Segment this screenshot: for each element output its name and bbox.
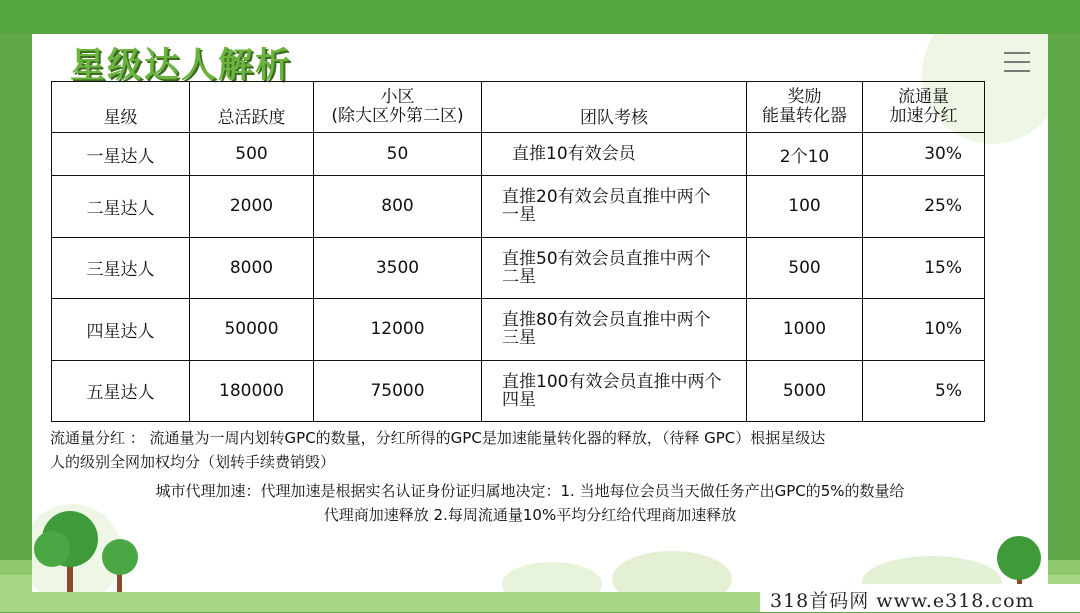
row-rate: 25% bbox=[863, 176, 985, 237]
page-title: 星级达人解析 bbox=[70, 46, 293, 86]
tree-icon bbox=[987, 522, 1048, 592]
header-area-label: 小区 bbox=[380, 87, 415, 107]
row-area: 12000 bbox=[314, 299, 482, 360]
city-agent-note-line2: 代理商加速释放 2.每周流通量10%平均分红给代理商加速释放 bbox=[323, 506, 737, 524]
menu-icon[interactable] bbox=[1004, 52, 1030, 74]
row-team-line1: 直推50有效会员直推中两个 bbox=[502, 248, 711, 269]
row-team bbox=[482, 360, 747, 421]
table-row bbox=[52, 176, 985, 237]
dividend-note-line2: 人的级别全网加权均分（划转手续费销毁） bbox=[50, 453, 336, 471]
table-row bbox=[52, 237, 985, 298]
row-team-line2: 三星 bbox=[502, 328, 536, 349]
header-rate-sub: 加速分红 bbox=[889, 106, 958, 126]
row-team bbox=[482, 133, 747, 176]
row-activity: 50000 bbox=[190, 299, 314, 360]
slide bbox=[32, 34, 1048, 592]
row-activity: 500 bbox=[190, 133, 314, 176]
row-team-line2: 一星 bbox=[502, 205, 536, 226]
row-star: 四星达人 bbox=[52, 299, 190, 360]
row-area: 50 bbox=[314, 133, 482, 176]
row-activity: 2000 bbox=[190, 176, 314, 237]
city-agent-note bbox=[80, 479, 980, 527]
table-header-row bbox=[52, 82, 985, 133]
menu-icon-bar bbox=[1004, 52, 1030, 54]
tree-crown bbox=[997, 536, 1041, 580]
row-reward: 100 bbox=[747, 176, 863, 237]
row-star: 五星达人 bbox=[52, 360, 190, 421]
row-reward: 1000 bbox=[747, 299, 863, 360]
table-row bbox=[52, 133, 985, 176]
row-reward: 2个10 bbox=[747, 133, 863, 176]
tree-crown bbox=[102, 539, 138, 575]
star-rank-table bbox=[51, 81, 985, 422]
row-team bbox=[482, 237, 747, 298]
row-rate: 10% bbox=[863, 299, 985, 360]
row-activity: 180000 bbox=[190, 360, 314, 421]
header-reward-sub: 能量转化器 bbox=[762, 106, 847, 126]
header-star-label: 星级 bbox=[103, 108, 138, 128]
top-frame bbox=[0, 0, 1080, 34]
header-reward-label: 奖励 bbox=[787, 87, 822, 107]
tree-icon bbox=[32, 489, 152, 592]
header-team-label: 团队考核 bbox=[580, 108, 648, 128]
dividend-note-line1: 流通量分红 ： 流通量为一周内划转GPC的数量，分红所得的GPC是加速能量转化器的释放，（待释 GPC）根据星级达 bbox=[50, 429, 826, 447]
header-reward bbox=[747, 82, 863, 133]
menu-icon-bar bbox=[1004, 70, 1030, 72]
row-area: 75000 bbox=[314, 360, 482, 421]
row-team-line1: 直推100有效会员直推中两个 bbox=[502, 371, 722, 392]
table-row bbox=[52, 360, 985, 421]
row-rate: 30% bbox=[863, 133, 985, 176]
row-team-line1: 直推10有效会员 bbox=[512, 144, 636, 165]
header-activity bbox=[190, 82, 314, 133]
table-row bbox=[52, 299, 985, 360]
row-team-line1: 直推20有效会员直推中两个 bbox=[502, 187, 711, 208]
header-area-sub: (除大区外第二区) bbox=[331, 106, 464, 126]
row-star: 一星达人 bbox=[52, 133, 190, 176]
header-team bbox=[482, 82, 747, 133]
decor-bush-1 bbox=[612, 551, 732, 592]
row-team-line2: 二星 bbox=[502, 266, 536, 287]
header-rate-label: 流通量 bbox=[898, 87, 949, 107]
header-rate bbox=[863, 82, 985, 133]
header-activity-label: 总活跃度 bbox=[217, 108, 286, 128]
row-star: 二星达人 bbox=[52, 176, 190, 237]
row-team-line1: 直推80有效会员直推中两个 bbox=[502, 310, 711, 331]
row-rate: 15% bbox=[863, 237, 985, 298]
watermark: 318首码网 www.e318.com bbox=[770, 590, 1035, 612]
menu-icon-bar bbox=[1004, 61, 1030, 63]
row-reward: 500 bbox=[747, 237, 863, 298]
row-team bbox=[482, 176, 747, 237]
row-area: 800 bbox=[314, 176, 482, 237]
dividend-note bbox=[50, 426, 1010, 474]
row-activity: 8000 bbox=[190, 237, 314, 298]
row-team-line2: 四星 bbox=[502, 389, 536, 410]
tree-crown bbox=[34, 531, 70, 567]
header-star bbox=[52, 82, 190, 133]
city-agent-note-line1: 城市代理加速：代理加速是根据实名认证身份证归属地决定：1. 当地每位会员当天做任务产出GPC的5%的数量给 bbox=[155, 482, 905, 500]
row-star: 三星达人 bbox=[52, 237, 190, 298]
row-team bbox=[482, 299, 747, 360]
header-area bbox=[314, 82, 482, 133]
row-rate: 5% bbox=[863, 360, 985, 421]
row-area: 3500 bbox=[314, 237, 482, 298]
row-reward: 5000 bbox=[747, 360, 863, 421]
decor-bush-2 bbox=[502, 562, 602, 592]
